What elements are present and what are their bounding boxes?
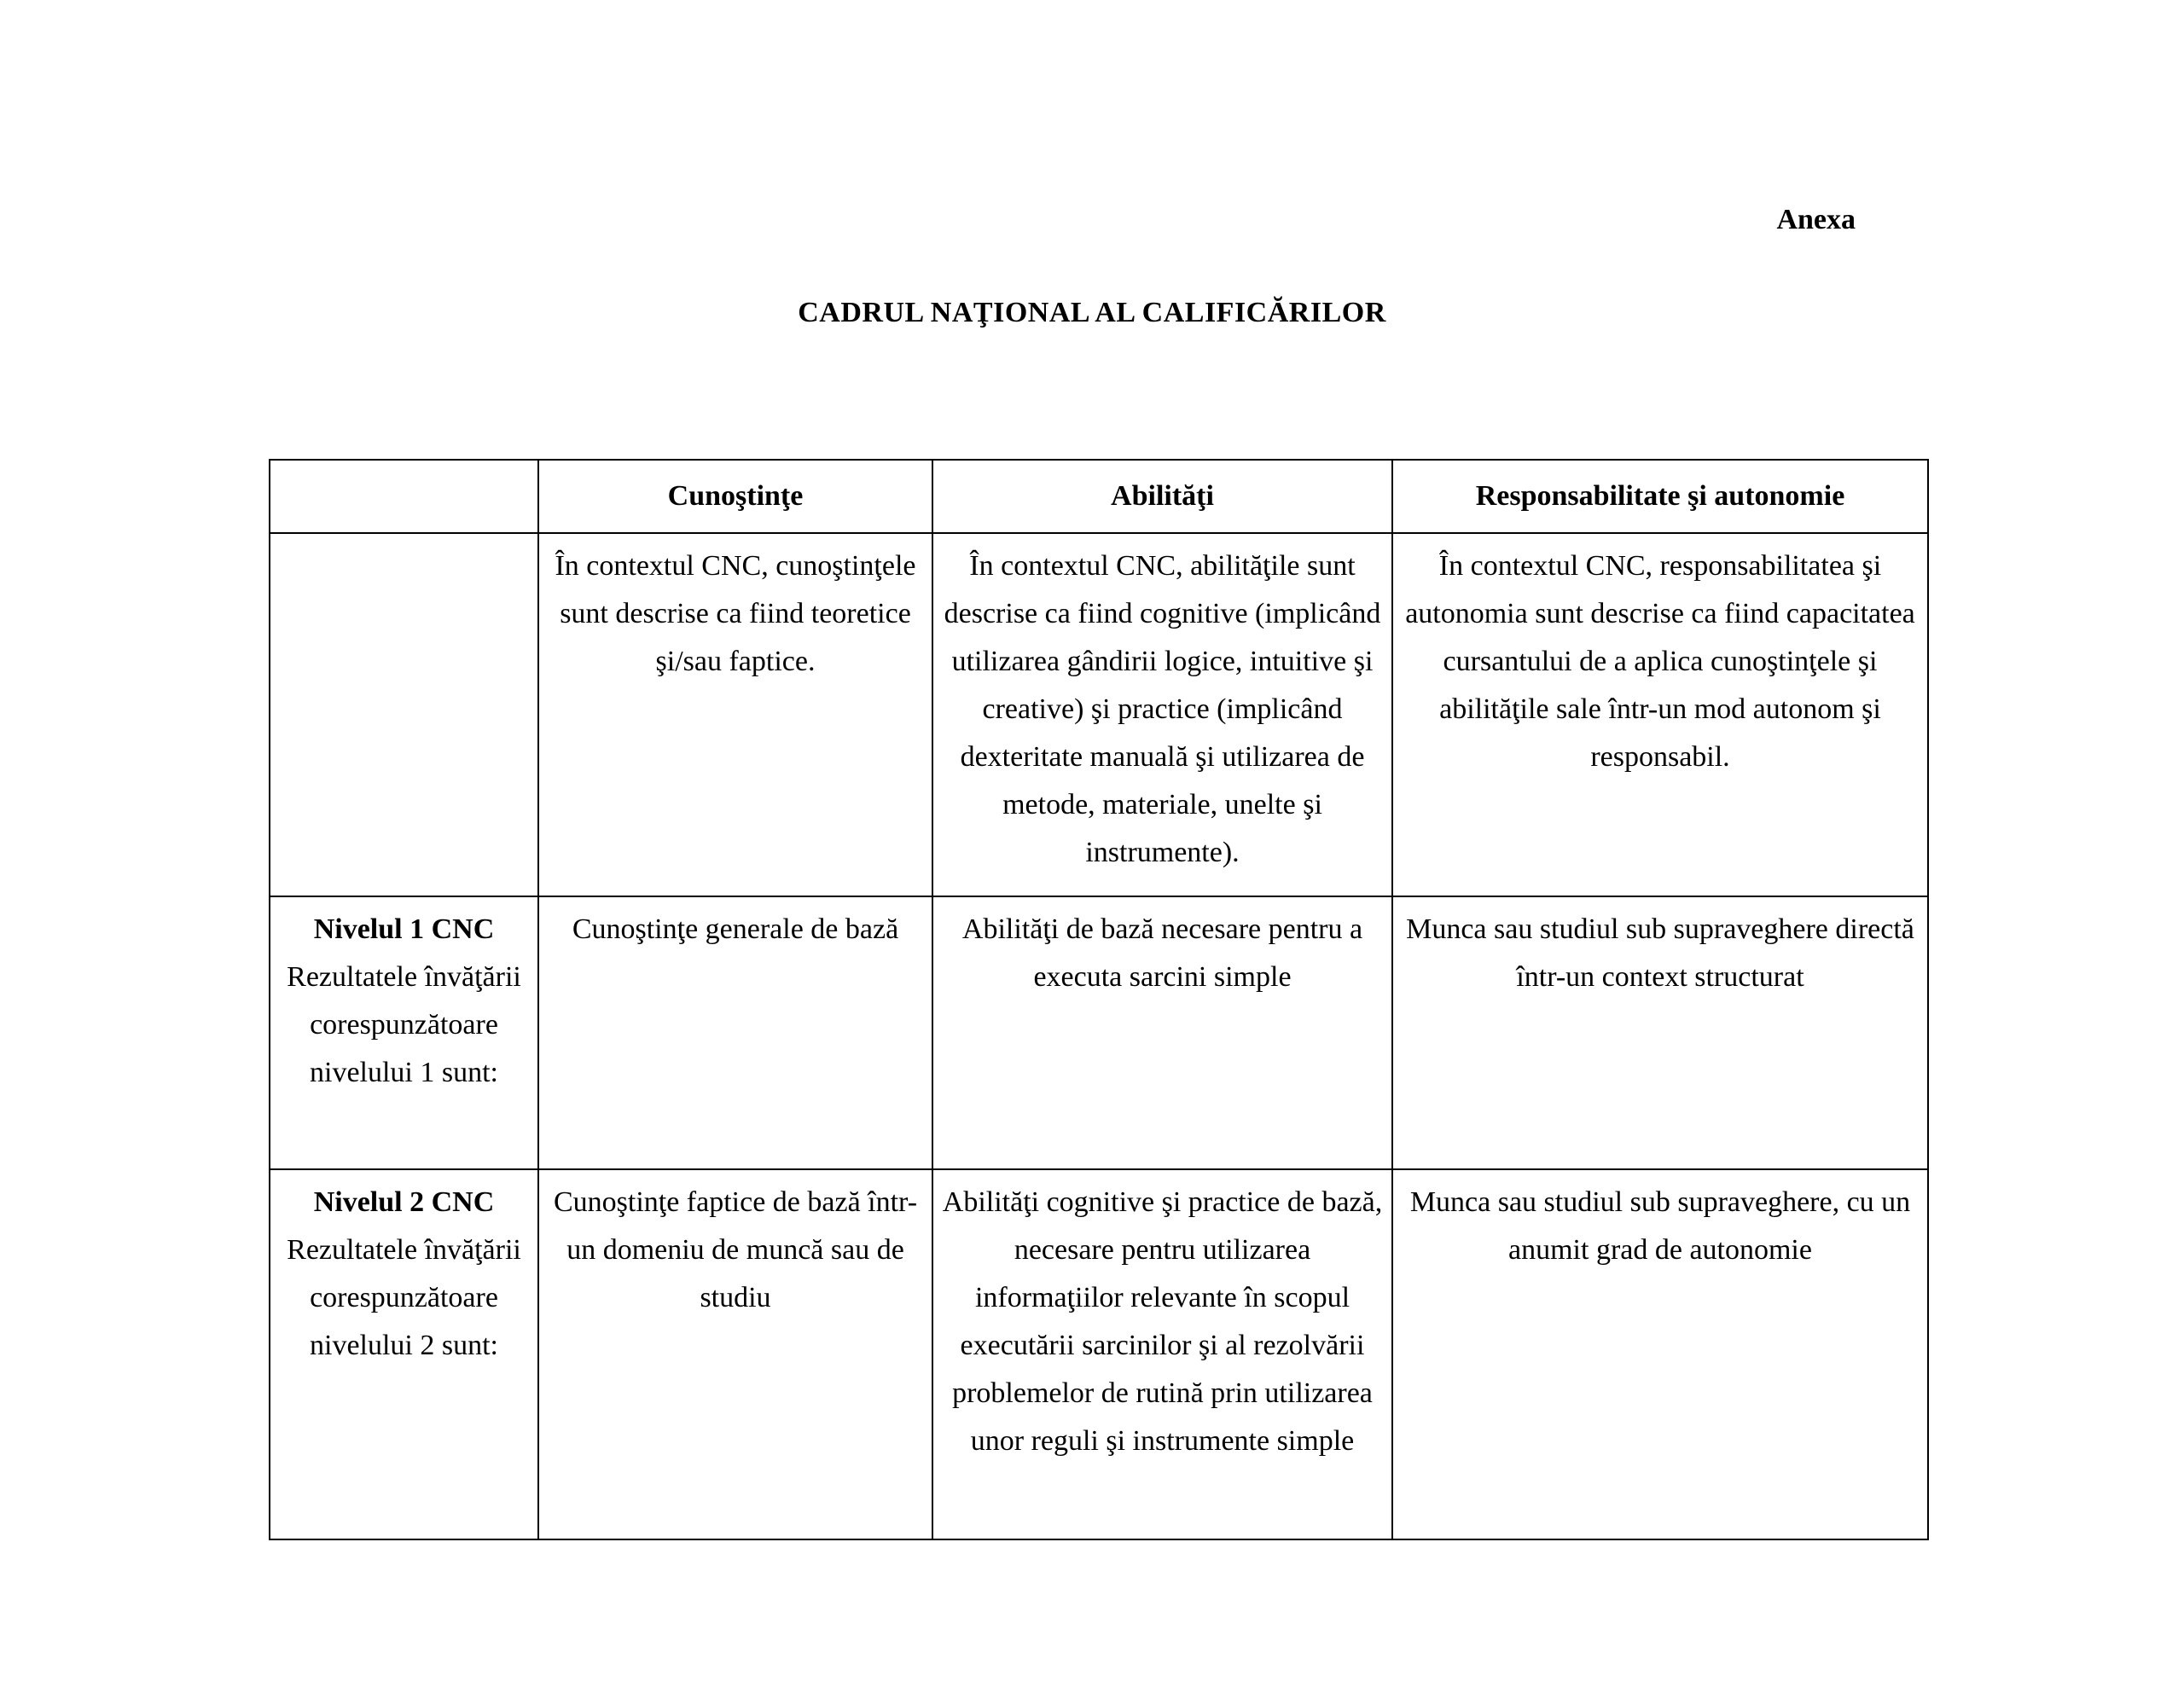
col-header-responsabilitate: Responsabilitate şi autonomie <box>1392 460 1928 533</box>
cnc-qualifications-table <box>269 459 1929 1540</box>
cell-level-2-label <box>270 1169 538 1539</box>
table-header-row <box>270 460 1928 533</box>
cell-level-1-responsabilitate: Munca sau studiul sub supraveghere directă într-un context structurat <box>1392 896 1928 1169</box>
col-header-cunostinte: Cunoştinţe <box>538 460 932 533</box>
cell-level-1-cunostinte: Cunoştinţe generale de bază <box>538 896 932 1169</box>
cell-level-2-responsabilitate: Munca sau studiul sub supraveghere, cu un anumit grad de autonomie <box>1392 1169 1928 1539</box>
cell-level-2-abilitati: Abilităţi cognitive şi practice de bază, necesare pentru utilizarea informaţiilor relevante în scopul executării sarcinilor şi al rezolvării problemelor de rutină prin utilizarea unor reguli şi instrumente simple <box>932 1169 1392 1539</box>
level-1-title: Nivelul 1 CNC <box>313 913 495 945</box>
level-2-subtitle: Rezultatele învăţării corespunzătoare nivelului 2 sunt: <box>287 1233 521 1361</box>
cell-definitions-cunostinte: În contextul CNC, cunoştinţele sunt descrise ca fiind teoretice şi/sau faptice. <box>538 533 932 896</box>
cell-definitions-responsabilitate: În contextul CNC, responsabilitatea şi autonomia sunt descrise ca fiind capacitatea cursantului de a aplica cunoştinţele şi abilităţile sale într-un mod autonom şi responsabil. <box>1392 533 1928 896</box>
level-1-subtitle: Rezultatele învăţării corespunzătoare nivelului 1 sunt: <box>287 960 521 1088</box>
annex-label: Anexa <box>1776 204 1856 235</box>
level-2-row <box>270 1169 1928 1539</box>
page-title: CADRUL NAŢIONAL AL CALIFICĂRILOR <box>798 296 1386 328</box>
definitions-row <box>270 533 1928 896</box>
cell-level-2-cunostinte: Cunoştinţe faptice de bază într-un domeniu de muncă sau de studiu <box>538 1169 932 1539</box>
col-header-empty <box>270 460 538 533</box>
cell-level-1-abilitati: Abilităţi de bază necesare pentru a executa sarcini simple <box>932 896 1392 1169</box>
col-header-abilitati: Abilităţi <box>932 460 1392 533</box>
cell-definitions-abilitati: În contextul CNC, abilităţile sunt descrise ca fiind cognitive (implicând utilizarea gândirii logice, intuitive şi creative) şi practice (implicând dexteritate manuală şi utilizarea de metode, materiale, unelte şi instrumente). <box>932 533 1392 896</box>
cell-definitions-level <box>270 533 538 896</box>
cell-level-1-label <box>270 896 538 1169</box>
level-2-title: Nivelul 2 CNC <box>313 1186 495 1218</box>
level-1-row <box>270 896 1928 1169</box>
